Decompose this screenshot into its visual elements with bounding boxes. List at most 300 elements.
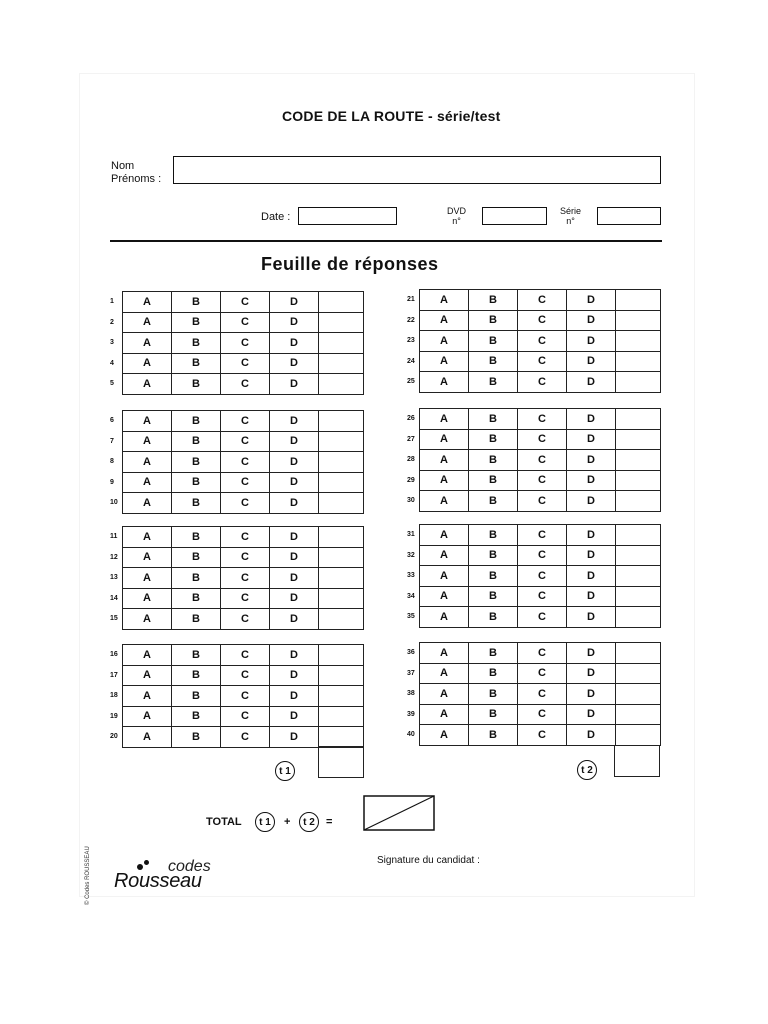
answer-check-cell[interactable] xyxy=(319,645,364,666)
answer-option-d[interactable]: D xyxy=(567,684,616,705)
serie-label-text: Série xyxy=(560,206,582,216)
answer-option-a[interactable]: A xyxy=(123,686,172,707)
answer-row xyxy=(123,609,364,630)
answer-row xyxy=(123,547,364,568)
answer-option-a[interactable]: A xyxy=(123,568,172,589)
question-number: 21 xyxy=(407,296,415,303)
question-number: 38 xyxy=(407,690,415,698)
answer-option-d[interactable]: D xyxy=(270,493,319,514)
subtotal-t1-box[interactable] xyxy=(318,746,364,778)
answer-row xyxy=(123,527,364,548)
answer-option-b[interactable]: B xyxy=(172,431,221,452)
answer-option-d[interactable]: D xyxy=(567,566,616,587)
answer-option-a[interactable]: A xyxy=(123,706,172,727)
answer-check-cell[interactable] xyxy=(319,609,364,630)
answer-option-c[interactable]: C xyxy=(221,472,270,493)
answer-option-c[interactable]: C xyxy=(518,450,567,471)
sheet-subtitle: Feuille de réponses xyxy=(261,254,439,274)
answer-option-b[interactable]: B xyxy=(172,527,221,548)
answer-option-c[interactable]: C xyxy=(518,643,567,664)
dvd-field[interactable] xyxy=(482,207,547,225)
answer-option-a[interactable]: A xyxy=(420,491,469,512)
signature-label: Signature du candidat : xyxy=(377,855,480,866)
answer-option-c[interactable]: C xyxy=(518,491,567,512)
answer-option-b[interactable]: B xyxy=(172,452,221,473)
answer-option-d[interactable]: D xyxy=(270,588,319,609)
answer-check-cell[interactable] xyxy=(319,292,364,313)
answer-option-a[interactable]: A xyxy=(123,431,172,452)
total-box[interactable] xyxy=(363,795,435,831)
answer-option-d[interactable]: D xyxy=(567,586,616,607)
answer-option-a[interactable]: A xyxy=(420,725,469,746)
answer-option-c[interactable]: C xyxy=(518,586,567,607)
answer-row xyxy=(123,706,364,727)
answer-row xyxy=(123,292,364,313)
answer-option-d[interactable]: D xyxy=(270,686,319,707)
question-number: 2 xyxy=(110,318,114,326)
answer-option-b[interactable]: B xyxy=(469,663,518,684)
question-number: 5 xyxy=(110,380,114,388)
answer-option-a[interactable]: A xyxy=(420,704,469,725)
answer-option-a[interactable]: A xyxy=(123,527,172,548)
question-number: 9 xyxy=(110,478,114,486)
subtotal-t2-box[interactable] xyxy=(614,745,660,777)
answer-option-d[interactable]: D xyxy=(567,310,616,331)
answer-option-b[interactable]: B xyxy=(469,684,518,705)
answer-option-d[interactable]: D xyxy=(270,706,319,727)
answer-check-cell[interactable] xyxy=(616,409,661,430)
answer-option-b[interactable]: B xyxy=(172,493,221,514)
answer-option-d[interactable]: D xyxy=(270,609,319,630)
answer-option-d[interactable]: D xyxy=(567,663,616,684)
answer-check-cell[interactable] xyxy=(319,411,364,432)
answer-group-right-1 xyxy=(419,289,661,393)
answer-check-cell[interactable] xyxy=(616,372,661,393)
question-number: 19 xyxy=(110,712,118,720)
question-number: 11 xyxy=(110,533,118,540)
answer-option-a[interactable]: A xyxy=(123,727,172,748)
question-number: 30 xyxy=(407,497,415,505)
answer-row xyxy=(123,374,364,395)
answer-option-d[interactable]: D xyxy=(567,429,616,450)
answer-option-d[interactable]: D xyxy=(270,411,319,432)
answer-option-c[interactable]: C xyxy=(221,493,270,514)
question-number: 18 xyxy=(110,692,118,700)
answer-option-d[interactable]: D xyxy=(567,470,616,491)
answer-option-d[interactable]: D xyxy=(567,491,616,512)
plus-sign: + xyxy=(284,816,291,828)
answer-option-c[interactable]: C xyxy=(221,431,270,452)
answer-option-b[interactable]: B xyxy=(172,547,221,568)
answer-row xyxy=(420,663,661,684)
answer-option-c[interactable]: C xyxy=(221,547,270,568)
question-number: 7 xyxy=(110,437,114,445)
answer-option-c[interactable]: C xyxy=(221,411,270,432)
answer-row xyxy=(420,607,661,628)
answer-check-cell[interactable] xyxy=(616,684,661,705)
answer-check-cell[interactable] xyxy=(616,607,661,628)
answer-option-c[interactable]: C xyxy=(518,351,567,372)
question-number: 20 xyxy=(110,733,118,741)
answer-option-b[interactable]: B xyxy=(172,609,221,630)
answer-check-cell[interactable] xyxy=(616,351,661,372)
answer-option-b[interactable]: B xyxy=(469,351,518,372)
question-number: 28 xyxy=(407,456,415,464)
answer-option-a[interactable]: A xyxy=(123,588,172,609)
answer-option-d[interactable]: D xyxy=(567,725,616,746)
answer-check-cell[interactable] xyxy=(616,525,661,546)
answer-row xyxy=(420,409,661,430)
answer-group-left-2 xyxy=(122,410,364,514)
answer-option-a[interactable]: A xyxy=(123,609,172,630)
question-number: 16 xyxy=(110,651,118,658)
answer-option-b[interactable]: B xyxy=(172,588,221,609)
answer-row xyxy=(420,331,661,352)
question-number: 6 xyxy=(110,417,114,424)
answer-check-cell[interactable] xyxy=(319,588,364,609)
question-number: 13 xyxy=(110,574,118,582)
answer-row xyxy=(420,525,661,546)
answer-option-a[interactable]: A xyxy=(420,643,469,664)
answer-row xyxy=(420,351,661,372)
answer-option-d[interactable]: D xyxy=(567,643,616,664)
answer-option-b[interactable]: B xyxy=(172,333,221,354)
answer-check-cell[interactable] xyxy=(319,333,364,354)
serie-label xyxy=(560,206,581,226)
answer-group-right-4 xyxy=(419,642,661,746)
answer-option-a[interactable]: A xyxy=(123,452,172,473)
answer-option-c[interactable]: C xyxy=(518,566,567,587)
answer-option-d[interactable]: D xyxy=(567,607,616,628)
answer-option-a[interactable]: A xyxy=(420,450,469,471)
answer-check-cell[interactable] xyxy=(319,547,364,568)
answer-option-b[interactable]: B xyxy=(172,312,221,333)
answer-option-b[interactable]: B xyxy=(469,409,518,430)
answer-option-b[interactable]: B xyxy=(469,491,518,512)
answer-option-c[interactable]: C xyxy=(221,527,270,548)
logo-rousseau-text: Rousseau xyxy=(114,870,202,892)
answer-option-a[interactable]: A xyxy=(123,645,172,666)
question-number: 37 xyxy=(407,669,415,677)
dvd-label-text: DVD xyxy=(447,206,467,216)
answer-option-b[interactable]: B xyxy=(469,725,518,746)
answer-option-a[interactable]: A xyxy=(420,586,469,607)
answer-option-a[interactable]: A xyxy=(123,472,172,493)
question-number: 10 xyxy=(110,499,118,507)
question-number: 40 xyxy=(407,731,415,739)
total-t2-badge: t 2 xyxy=(299,812,319,832)
answer-option-c[interactable]: C xyxy=(221,353,270,374)
answer-option-b[interactable]: B xyxy=(469,290,518,311)
answer-option-b[interactable]: B xyxy=(172,665,221,686)
answer-option-b[interactable]: B xyxy=(172,472,221,493)
answer-option-b[interactable]: B xyxy=(469,331,518,352)
answer-check-cell[interactable] xyxy=(616,663,661,684)
answer-option-c[interactable]: C xyxy=(221,609,270,630)
answer-option-b[interactable]: B xyxy=(172,686,221,707)
answer-group-left-1 xyxy=(122,291,364,395)
answer-row xyxy=(123,452,364,473)
answer-option-b[interactable]: B xyxy=(469,310,518,331)
answer-check-cell[interactable] xyxy=(319,727,364,748)
answer-option-b[interactable]: B xyxy=(172,292,221,313)
answer-option-c[interactable]: C xyxy=(221,312,270,333)
answer-check-cell[interactable] xyxy=(319,665,364,686)
subtotal-t2-badge: t 2 xyxy=(577,760,597,780)
answer-option-a[interactable]: A xyxy=(420,331,469,352)
answer-option-c[interactable]: C xyxy=(221,374,270,395)
total-t1-badge: t 1 xyxy=(255,812,275,832)
answer-option-b[interactable]: B xyxy=(469,429,518,450)
answer-option-d[interactable]: D xyxy=(567,525,616,546)
answer-option-d[interactable]: D xyxy=(270,727,319,748)
name-field[interactable] xyxy=(173,156,661,184)
answer-check-cell[interactable] xyxy=(616,470,661,491)
answer-option-a[interactable]: A xyxy=(123,374,172,395)
question-number: 34 xyxy=(407,592,415,600)
subtotal-t1-badge: t 1 xyxy=(275,761,295,781)
answer-check-cell[interactable] xyxy=(319,374,364,395)
answer-option-b[interactable]: B xyxy=(172,353,221,374)
answer-option-d[interactable]: D xyxy=(270,353,319,374)
answer-row xyxy=(123,431,364,452)
answer-option-c[interactable]: C xyxy=(221,588,270,609)
answer-option-c[interactable]: C xyxy=(221,292,270,313)
answer-row xyxy=(123,353,364,374)
answer-option-b[interactable]: B xyxy=(172,411,221,432)
answer-row xyxy=(420,566,661,587)
answer-option-a[interactable]: A xyxy=(123,411,172,432)
answer-option-b[interactable]: B xyxy=(469,643,518,664)
question-number: 39 xyxy=(407,710,415,718)
answer-row xyxy=(420,643,661,664)
question-number: 35 xyxy=(407,613,415,621)
question-number: 1 xyxy=(110,298,114,305)
answer-option-d[interactable]: D xyxy=(270,374,319,395)
answer-option-a[interactable]: A xyxy=(420,310,469,331)
question-number: 24 xyxy=(407,357,415,365)
answer-option-a[interactable]: A xyxy=(123,333,172,354)
answer-option-a[interactable]: A xyxy=(420,429,469,450)
answer-row xyxy=(123,686,364,707)
answer-option-c[interactable]: C xyxy=(221,665,270,686)
question-number: 36 xyxy=(407,649,415,656)
answer-check-cell[interactable] xyxy=(616,545,661,566)
answer-option-b[interactable]: B xyxy=(172,706,221,727)
answer-option-d[interactable]: D xyxy=(567,372,616,393)
answer-check-cell[interactable] xyxy=(616,491,661,512)
answer-option-d[interactable]: D xyxy=(567,409,616,430)
prenoms-label: Prénoms : xyxy=(111,173,162,185)
answer-option-d[interactable]: D xyxy=(270,645,319,666)
answer-option-c[interactable]: C xyxy=(518,607,567,628)
answer-option-d[interactable]: D xyxy=(270,527,319,548)
answer-option-a[interactable]: A xyxy=(123,665,172,686)
answer-check-cell[interactable] xyxy=(616,310,661,331)
dvd-number-label: n° xyxy=(452,216,461,226)
answer-option-b[interactable]: B xyxy=(469,704,518,725)
question-number: 3 xyxy=(110,339,114,347)
answer-option-a[interactable]: A xyxy=(420,351,469,372)
answer-check-cell[interactable] xyxy=(319,493,364,514)
answer-option-a[interactable]: A xyxy=(123,292,172,313)
answer-check-cell[interactable] xyxy=(616,586,661,607)
answer-option-c[interactable]: C xyxy=(518,429,567,450)
answer-option-d[interactable]: D xyxy=(270,665,319,686)
answer-option-b[interactable]: B xyxy=(469,450,518,471)
answer-group-left-4 xyxy=(122,644,364,748)
question-number: 15 xyxy=(110,615,118,623)
answer-row xyxy=(123,645,364,666)
answer-option-c[interactable]: C xyxy=(221,686,270,707)
answer-row xyxy=(420,290,661,311)
answer-option-c[interactable]: C xyxy=(518,470,567,491)
answer-check-cell[interactable] xyxy=(616,566,661,587)
answer-option-a[interactable]: A xyxy=(420,525,469,546)
answer-option-d[interactable]: D xyxy=(270,312,319,333)
answer-option-b[interactable]: B xyxy=(469,586,518,607)
answer-option-b[interactable]: B xyxy=(469,566,518,587)
answer-option-b[interactable]: B xyxy=(469,525,518,546)
answer-check-cell[interactable] xyxy=(616,450,661,471)
name-label xyxy=(111,160,161,186)
answer-check-cell[interactable] xyxy=(319,431,364,452)
codes-rousseau-logo xyxy=(110,858,230,898)
logo-codes-text: codes xyxy=(168,858,211,875)
answer-check-cell[interactable] xyxy=(616,725,661,746)
answer-row xyxy=(420,470,661,491)
answer-group-right-2 xyxy=(419,408,661,512)
answer-option-c[interactable]: C xyxy=(221,727,270,748)
serie-field[interactable] xyxy=(597,207,661,225)
answer-option-a[interactable]: A xyxy=(123,547,172,568)
date-field[interactable] xyxy=(298,207,397,225)
answer-option-c[interactable]: C xyxy=(221,645,270,666)
date-label: Date : xyxy=(261,211,291,223)
answer-row xyxy=(123,333,364,354)
answer-row xyxy=(123,665,364,686)
answer-option-c[interactable]: C xyxy=(518,663,567,684)
answer-option-c[interactable]: C xyxy=(518,704,567,725)
question-number: 33 xyxy=(407,572,415,580)
answer-row xyxy=(420,310,661,331)
answer-option-d[interactable]: D xyxy=(270,568,319,589)
answer-option-d[interactable]: D xyxy=(270,333,319,354)
question-number: 23 xyxy=(407,337,415,345)
answer-option-d[interactable]: D xyxy=(567,351,616,372)
answer-row xyxy=(420,545,661,566)
answer-option-d[interactable]: D xyxy=(270,292,319,313)
question-number: 14 xyxy=(110,594,118,602)
answer-row xyxy=(420,372,661,393)
answer-option-c[interactable]: C xyxy=(518,725,567,746)
answer-check-cell[interactable] xyxy=(319,568,364,589)
answer-option-d[interactable]: D xyxy=(567,704,616,725)
answer-check-cell[interactable] xyxy=(319,353,364,374)
answer-row xyxy=(123,411,364,432)
answer-check-cell[interactable] xyxy=(319,706,364,727)
answer-row xyxy=(420,450,661,471)
answer-option-a[interactable]: A xyxy=(420,607,469,628)
answer-option-a[interactable]: A xyxy=(420,290,469,311)
question-number: 25 xyxy=(407,378,415,386)
answer-option-b[interactable]: B xyxy=(172,568,221,589)
question-number: 17 xyxy=(110,671,118,679)
answer-check-cell[interactable] xyxy=(319,312,364,333)
answer-option-b[interactable]: B xyxy=(172,374,221,395)
answer-row xyxy=(123,588,364,609)
answer-option-b[interactable]: B xyxy=(172,645,221,666)
answer-option-c[interactable]: C xyxy=(221,333,270,354)
answer-option-c[interactable]: C xyxy=(518,525,567,546)
answer-option-d[interactable]: D xyxy=(270,452,319,473)
answer-option-a[interactable]: A xyxy=(420,470,469,491)
answer-check-cell[interactable] xyxy=(319,472,364,493)
answer-option-d[interactable]: D xyxy=(567,331,616,352)
answer-option-a[interactable]: A xyxy=(420,409,469,430)
answer-option-c[interactable]: C xyxy=(221,452,270,473)
answer-option-c[interactable]: C xyxy=(518,409,567,430)
answer-option-d[interactable]: D xyxy=(567,545,616,566)
answer-option-c[interactable]: C xyxy=(518,684,567,705)
answer-check-cell[interactable] xyxy=(616,704,661,725)
answer-option-b[interactable]: B xyxy=(469,545,518,566)
answer-option-d[interactable]: D xyxy=(567,290,616,311)
answer-option-c[interactable]: C xyxy=(221,568,270,589)
total-label: TOTAL xyxy=(206,816,242,828)
answer-option-c[interactable]: C xyxy=(518,331,567,352)
answer-check-cell[interactable] xyxy=(319,527,364,548)
question-number: 32 xyxy=(407,551,415,559)
answer-option-a[interactable]: A xyxy=(420,566,469,587)
answer-option-b[interactable]: B xyxy=(172,727,221,748)
answer-option-a[interactable]: A xyxy=(420,684,469,705)
answer-option-c[interactable]: C xyxy=(518,545,567,566)
answer-option-b[interactable]: B xyxy=(469,470,518,491)
copyright: © Codes ROUSSEAU xyxy=(85,846,91,905)
answer-option-c[interactable]: C xyxy=(221,706,270,727)
answer-option-d[interactable]: D xyxy=(270,431,319,452)
equals-sign: = xyxy=(326,816,333,828)
answer-check-cell[interactable] xyxy=(616,643,661,664)
answer-option-b[interactable]: B xyxy=(469,372,518,393)
answer-check-cell[interactable] xyxy=(616,290,661,311)
answer-option-d[interactable]: D xyxy=(270,547,319,568)
answer-option-b[interactable]: B xyxy=(469,607,518,628)
answer-row xyxy=(123,312,364,333)
answer-check-cell[interactable] xyxy=(616,331,661,352)
answer-row xyxy=(420,491,661,512)
answer-option-d[interactable]: D xyxy=(270,472,319,493)
question-number: 12 xyxy=(110,553,118,561)
answer-option-a[interactable]: A xyxy=(420,372,469,393)
answer-option-c[interactable]: C xyxy=(518,372,567,393)
answer-option-d[interactable]: D xyxy=(567,450,616,471)
answer-option-a[interactable]: A xyxy=(420,545,469,566)
answer-option-a[interactable]: A xyxy=(420,663,469,684)
answer-check-cell[interactable] xyxy=(319,686,364,707)
answer-check-cell[interactable] xyxy=(319,452,364,473)
answer-option-a[interactable]: A xyxy=(123,493,172,514)
answer-option-c[interactable]: C xyxy=(518,290,567,311)
answer-option-a[interactable]: A xyxy=(123,312,172,333)
answer-option-c[interactable]: C xyxy=(518,310,567,331)
answer-check-cell[interactable] xyxy=(616,429,661,450)
question-number: 29 xyxy=(407,476,415,484)
question-number: 8 xyxy=(110,458,114,466)
question-number: 4 xyxy=(110,359,114,367)
answer-option-a[interactable]: A xyxy=(123,353,172,374)
